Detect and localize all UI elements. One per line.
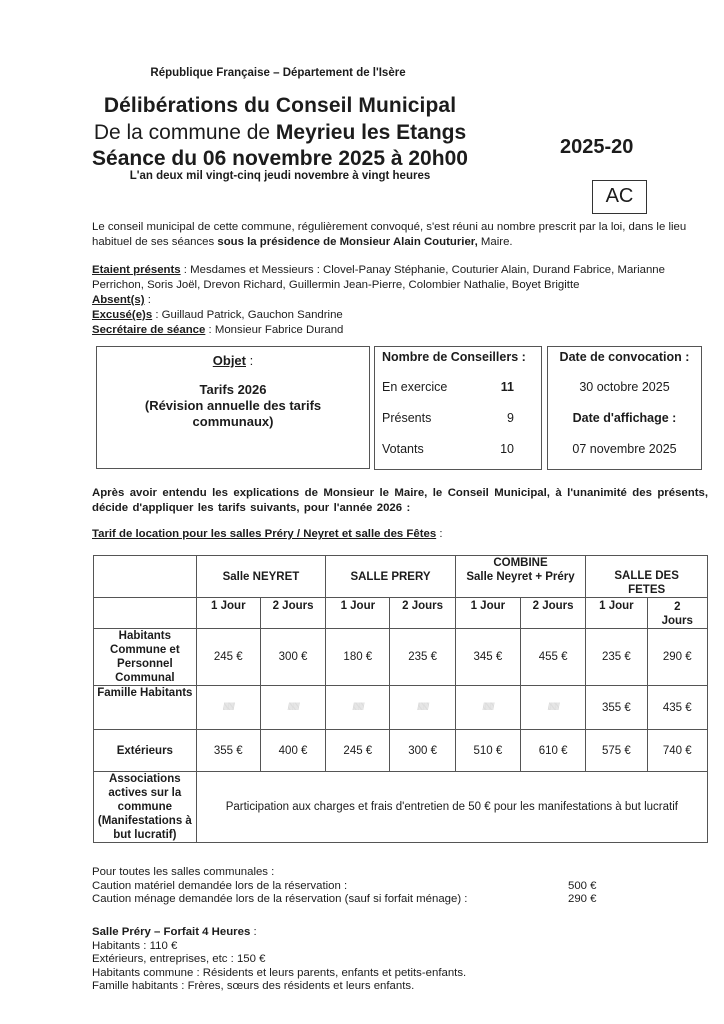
- hatched-cell: lllllllll: [260, 686, 325, 730]
- conseillers-row-label: Présents: [382, 411, 432, 425]
- hatched-cell: lllllllll: [455, 686, 520, 730]
- header-row-halls: [94, 556, 708, 598]
- header-row-durations: [94, 598, 708, 629]
- hall-prery: SALLE PRERY: [326, 556, 456, 598]
- table-title: Tarif de location pour les salles Préry / Neyret et salle des Fêtes: [92, 528, 437, 540]
- price-cell: 245 €: [326, 730, 390, 772]
- forfait-title: Salle Préry – Forfait 4 Heures: [92, 926, 251, 938]
- def-famille: Famille habitants : Frères, sœurs des résidents et leurs enfants.: [92, 980, 415, 992]
- price-cell: 435 €: [647, 686, 707, 730]
- hatched-cell: lllllllll: [520, 686, 585, 730]
- price-cell: 180 €: [326, 629, 390, 686]
- intro-end: Maire.: [477, 236, 513, 248]
- hall-combine-line2: Salle Neyret + Préry: [466, 571, 575, 583]
- convocation-label: Date de convocation :: [559, 350, 690, 364]
- duration-cell: 1 Jour: [455, 598, 520, 629]
- document-title: Délibérations du Conseil Municipal: [103, 94, 457, 117]
- conseillers-title: Nombre de Conseillers :: [382, 350, 526, 364]
- row-label: Habitants Commune et Personnel Communal: [94, 629, 197, 686]
- hall-combine: [455, 556, 586, 598]
- commune-line: [80, 121, 480, 145]
- row-label: Extérieurs: [94, 730, 197, 772]
- conseillers-row-value: 9: [507, 411, 514, 425]
- presents-value: : Mesdames et Messieurs : Clovel-Panay Stéphanie, Couturier Alain, Durand Fabrice, Marianne Perrichon, Soris Joël, Drevon Richard, Guillermin Jean-Pierre, Colombier Nathalie, Boyet Brigitte: [92, 264, 665, 291]
- presents-label: Etaient présents: [92, 264, 181, 276]
- secretaire-value: : Monsieur Fabrice Durand: [205, 324, 344, 336]
- price-cell: 290 €: [647, 629, 707, 686]
- objet-label-line: [97, 353, 369, 368]
- cautions-section: [92, 866, 612, 907]
- hatched-cell: lllllllll: [390, 686, 455, 730]
- hall-neyret: Salle NEYRET: [196, 556, 326, 598]
- duration-cell: 1 Jour: [196, 598, 260, 629]
- commune-name: Meyrieu les Etangs: [275, 121, 467, 144]
- caution-materiel-value: 500 €: [568, 879, 597, 892]
- duration-cell: 1 Jour: [326, 598, 390, 629]
- forfait-title-suffix: :: [250, 926, 257, 938]
- caution-menage-label: Caution ménage demandée lors de la réservation (sauf si forfait ménage) :: [92, 893, 468, 905]
- secretaire-label: Secrétaire de séance: [92, 324, 206, 336]
- absents-label: Absent(s): [92, 294, 145, 306]
- table-row-famille: [94, 686, 708, 730]
- duration-cell: 2 Jours: [647, 598, 707, 629]
- price-cell: 400 €: [260, 730, 325, 772]
- price-cell: 300 €: [390, 730, 455, 772]
- forfait-title-line: [92, 926, 612, 940]
- objet-subject: [97, 382, 369, 430]
- hall-combine-line1: COMBINE: [493, 557, 548, 569]
- conseillers-row-label: Votants: [382, 442, 424, 456]
- hall-fetes: SALLE DES FETES: [586, 556, 708, 598]
- table-title-suffix: :: [436, 528, 443, 540]
- duration-cell: 2 Jours: [260, 598, 325, 629]
- caution-materiel-line: [92, 880, 612, 894]
- tarif-table: [93, 555, 708, 843]
- deliberation-number: 2025-20: [560, 136, 634, 158]
- empty-corner-cell: [94, 556, 197, 598]
- conseillers-row-label: En exercice: [382, 380, 448, 394]
- republique-header: République Française – Département de l'Isère: [150, 67, 406, 79]
- price-cell: 235 €: [390, 629, 455, 686]
- date-in-words: L'an deux mil vingt-cinq jeudi novembre à vingt heures: [129, 170, 431, 182]
- presents-line: [92, 263, 708, 293]
- duration-cell: 2 Jours: [390, 598, 455, 629]
- price-cell: 300 €: [260, 629, 325, 686]
- commune-prefix: De la commune de: [93, 121, 276, 144]
- affichage-label: Date d'affichage :: [572, 411, 677, 425]
- price-cell: 355 €: [586, 686, 647, 730]
- def-habitants: Habitants commune : Résidents et leurs parents, enfants et petits-enfants.: [92, 966, 467, 979]
- caution-menage-line: [92, 893, 612, 907]
- objet-box: [96, 346, 370, 469]
- caution-materiel-label: Caution matériel demandée lors de la réservation :: [92, 879, 348, 892]
- absents-value: :: [144, 294, 151, 306]
- hatched-cell: lllllllll: [326, 686, 390, 730]
- conseillers-row-votants: [382, 442, 532, 456]
- price-cell: 610 €: [520, 730, 585, 772]
- conseillers-row-value: 10: [500, 442, 514, 456]
- duration-cell: 1 Jour: [586, 598, 647, 629]
- absents-line: [92, 293, 708, 308]
- conseillers-row-exercice: [382, 380, 532, 394]
- intro-text: Le conseil municipal de cette commune, régulièrement convoqué, s'est réuni au nombre prescrit par la loi, dans le lieu habituel de ses séances: [92, 221, 687, 248]
- objet-line1: Tarifs 2026: [199, 382, 267, 397]
- excuses-label: Excusé(e)s: [92, 309, 153, 321]
- decision-text: Après avoir entendu les explications de Monsieur le Maire, le Conseil Municipal, à l'unanimité des présents, décide d'appliquer les tarifs suivants, pour l'année 2026 :: [92, 487, 708, 514]
- conseillers-box: [374, 346, 542, 470]
- price-cell: 345 €: [455, 629, 520, 686]
- intro-paragraph: [92, 220, 708, 250]
- table-row-habitants: [94, 629, 708, 686]
- caution-menage-value: 290 €: [568, 893, 597, 905]
- secretaire-line: [92, 323, 708, 338]
- price-cell: 245 €: [196, 629, 260, 686]
- price-cell: 355 €: [196, 730, 260, 772]
- associations-value: Participation aux charges et frais d'entretien de 50 € pour les manifestations à but lucratif: [196, 772, 707, 843]
- objet-label: Objet: [212, 353, 246, 368]
- conseillers-row-presents: [382, 411, 532, 425]
- conseillers-row-value: 11: [500, 380, 514, 394]
- initials-box: AC: [592, 180, 647, 214]
- dates-box: [547, 346, 702, 470]
- intro-president: sous la présidence de Monsieur Alain Couturier,: [217, 236, 478, 248]
- affichage-value: 07 novembre 2025: [572, 442, 677, 456]
- price-cell: 455 €: [520, 629, 585, 686]
- row-label: Associations actives sur la commune (Manifestations à but lucratif): [94, 772, 197, 843]
- objet-colon: :: [246, 353, 254, 368]
- table-row-associations: [94, 772, 708, 843]
- table-row-exterieurs: [94, 730, 708, 772]
- forfait-section: [92, 926, 612, 994]
- price-cell: 740 €: [647, 730, 707, 772]
- forfait-exterieurs: Extérieurs, entreprises, etc : 150 €: [92, 953, 266, 965]
- cautions-intro: Pour toutes les salles communales :: [92, 866, 275, 878]
- attendance-section: [92, 263, 708, 338]
- price-cell: 510 €: [455, 730, 520, 772]
- price-cell: 575 €: [586, 730, 647, 772]
- duration-cell: 2 Jours: [520, 598, 585, 629]
- convocation-value: 30 octobre 2025: [579, 380, 670, 394]
- hatched-cell: lllllllll: [196, 686, 260, 730]
- empty-label-cell: [94, 598, 197, 629]
- table-title-line: [92, 527, 708, 542]
- excuses-line: [92, 308, 708, 323]
- seance-title: Séance du 06 novembre 2025 à 20h00: [92, 147, 468, 170]
- objet-line2: (Révision annuelle des tarifs communaux): [144, 398, 322, 429]
- excuses-value: : Guillaud Patrick, Gauchon Sandrine: [152, 309, 343, 321]
- row-label: Famille Habitants: [94, 686, 197, 730]
- price-cell: 235 €: [586, 629, 647, 686]
- forfait-habitants: Habitants : 110 €: [92, 939, 178, 952]
